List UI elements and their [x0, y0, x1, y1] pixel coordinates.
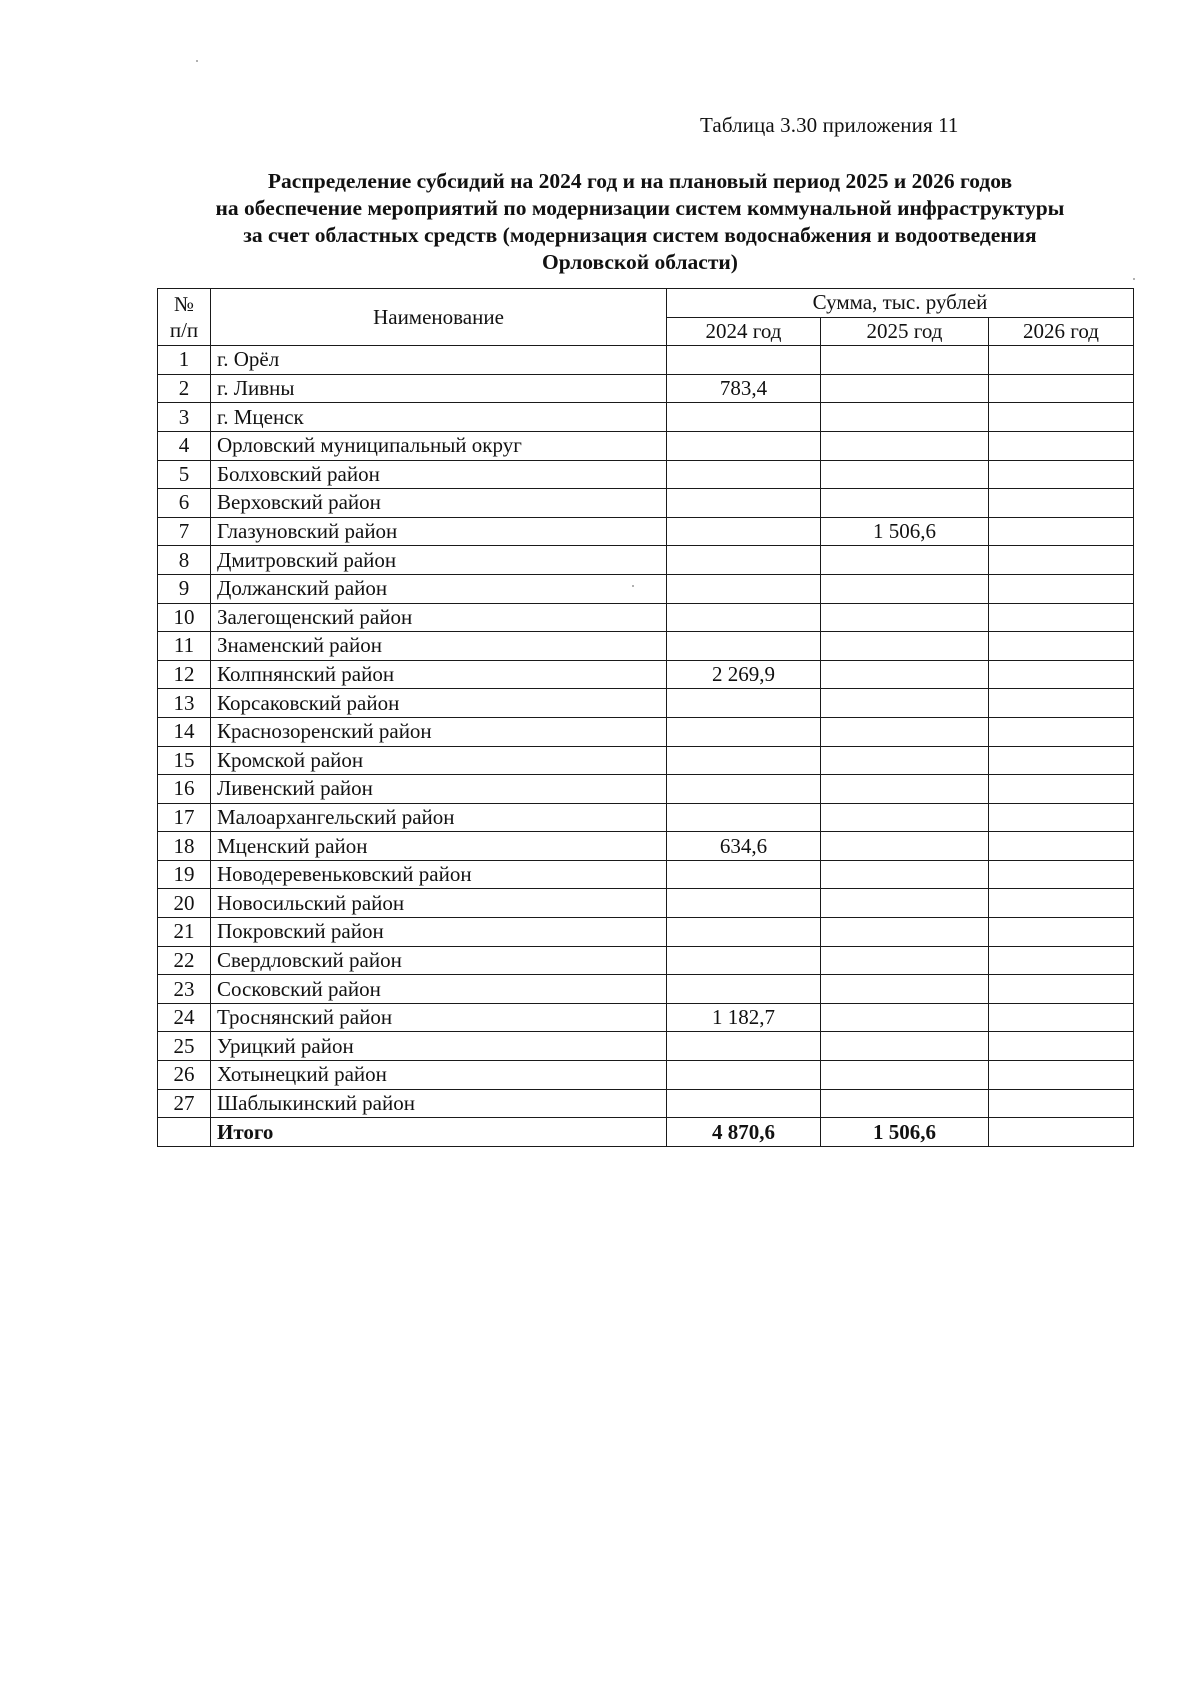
row-value-2026	[989, 775, 1134, 804]
total-row	[158, 1118, 1134, 1147]
title-line: за счет областных средств (модернизация систем водоснабжения и водоотведения	[243, 223, 1037, 247]
row-value-2025	[821, 660, 989, 689]
row-value-2024	[667, 946, 821, 975]
header-number-line1: №	[173, 292, 195, 317]
row-number: 20	[158, 889, 211, 918]
table-row	[158, 889, 1134, 918]
row-name: г. Мценск	[211, 403, 667, 432]
table-row	[158, 403, 1134, 432]
row-number: 6	[158, 489, 211, 518]
row-value-2026	[989, 346, 1134, 375]
table-row	[158, 346, 1134, 375]
row-number: 13	[158, 689, 211, 718]
row-value-2026	[989, 1089, 1134, 1118]
row-value-2025	[821, 918, 989, 947]
row-value-2026	[989, 717, 1134, 746]
row-value-2025	[821, 775, 989, 804]
row-value-2025	[821, 403, 989, 432]
row-name: Глазуновский район	[211, 517, 667, 546]
row-value-2024	[667, 975, 821, 1004]
row-value-2026	[989, 746, 1134, 775]
row-value-2026	[989, 975, 1134, 1004]
row-value-2025	[821, 889, 989, 918]
table-row	[158, 775, 1134, 804]
table-row	[158, 803, 1134, 832]
row-value-2025	[821, 1089, 989, 1118]
total-value-2025: 1 506,6	[821, 1118, 989, 1147]
row-value-2024	[667, 346, 821, 375]
row-value-2025	[821, 460, 989, 489]
header-name: Наименование	[211, 289, 667, 346]
row-number: 12	[158, 660, 211, 689]
row-number: 19	[158, 860, 211, 889]
scan-speck	[196, 60, 198, 62]
row-value-2026	[989, 689, 1134, 718]
title-line: Распределение субсидий на 2024 год и на плановый период 2025 и 2026 годов	[267, 169, 1013, 193]
row-number: 26	[158, 1061, 211, 1090]
row-value-2026	[989, 1061, 1134, 1090]
row-value-2026	[989, 889, 1134, 918]
row-value-2025	[821, 431, 989, 460]
row-value-2025	[821, 346, 989, 375]
table-caption: Таблица 3.30 приложения 11	[700, 113, 959, 137]
row-value-2024	[667, 1061, 821, 1090]
row-name: Ливенский район	[211, 775, 667, 804]
table-row	[158, 1089, 1134, 1118]
row-value-2025	[821, 803, 989, 832]
row-number: 17	[158, 803, 211, 832]
row-value-2025	[821, 860, 989, 889]
row-name: Новосильский район	[211, 889, 667, 918]
total-value-2024: 4 870,6	[667, 1118, 821, 1147]
row-value-2025	[821, 975, 989, 1004]
row-number: 11	[158, 632, 211, 661]
row-value-2024	[667, 689, 821, 718]
header-year-2024: 2024 год	[667, 317, 821, 346]
header-number-line2: п/п	[169, 318, 199, 343]
row-value-2026	[989, 918, 1134, 947]
row-value-2024	[667, 403, 821, 432]
row-value-2024	[667, 918, 821, 947]
table-row	[158, 946, 1134, 975]
row-value-2026	[989, 489, 1134, 518]
row-value-2024	[667, 717, 821, 746]
row-number: 22	[158, 946, 211, 975]
row-name: Новодеревеньковский район	[211, 860, 667, 889]
row-value-2026	[989, 403, 1134, 432]
row-value-2024	[667, 603, 821, 632]
row-value-2024	[667, 431, 821, 460]
row-value-2026	[989, 546, 1134, 575]
row-name: Верховский район	[211, 489, 667, 518]
table-row	[158, 660, 1134, 689]
table-body	[158, 346, 1134, 1147]
row-name: Болховский район	[211, 460, 667, 489]
table-row	[158, 689, 1134, 718]
table-row	[158, 603, 1134, 632]
row-value-2025	[821, 603, 989, 632]
title-line: на обеспечение мероприятий по модернизации систем коммунальной инфраструктуры	[215, 196, 1065, 220]
row-number: 25	[158, 1032, 211, 1061]
row-name: Покровский район	[211, 918, 667, 947]
header-year-2025: 2025 год	[821, 317, 989, 346]
row-name: Кромской район	[211, 746, 667, 775]
subsidy-table	[157, 288, 1134, 1147]
row-number: 18	[158, 832, 211, 861]
total-value-2026	[989, 1118, 1134, 1147]
row-number: 1	[158, 346, 211, 375]
row-value-2026	[989, 603, 1134, 632]
table-row	[158, 517, 1134, 546]
row-value-2025	[821, 632, 989, 661]
table-row	[158, 975, 1134, 1004]
row-value-2024	[667, 1032, 821, 1061]
row-name: Орловский муниципальный округ	[211, 431, 667, 460]
table-row	[158, 746, 1134, 775]
row-value-2024: 783,4	[667, 374, 821, 403]
row-value-2024	[667, 460, 821, 489]
row-value-2026	[989, 574, 1134, 603]
row-value-2024	[667, 574, 821, 603]
row-value-2024	[667, 632, 821, 661]
row-value-2024	[667, 546, 821, 575]
row-value-2026	[989, 946, 1134, 975]
row-value-2025	[821, 746, 989, 775]
row-name: Краснозоренский район	[211, 717, 667, 746]
row-name: Корсаковский район	[211, 689, 667, 718]
row-name: Сосковский район	[211, 975, 667, 1004]
table-row	[158, 918, 1134, 947]
title-line: Орловской области)	[542, 250, 738, 274]
table-row	[158, 717, 1134, 746]
row-value-2025	[821, 374, 989, 403]
table-row	[158, 860, 1134, 889]
row-number: 23	[158, 975, 211, 1004]
table-row	[158, 1032, 1134, 1061]
row-number: 2	[158, 374, 211, 403]
row-number: 15	[158, 746, 211, 775]
row-name: г. Орёл	[211, 346, 667, 375]
table-row	[158, 1003, 1134, 1032]
row-value-2024	[667, 489, 821, 518]
row-value-2026	[989, 460, 1134, 489]
row-name: Троснянский район	[211, 1003, 667, 1032]
document-title	[150, 168, 1130, 276]
row-number: 7	[158, 517, 211, 546]
row-value-2026	[989, 374, 1134, 403]
row-value-2025	[821, 1061, 989, 1090]
scan-speck	[1133, 278, 1135, 280]
row-value-2026	[989, 803, 1134, 832]
row-value-2024: 2 269,9	[667, 660, 821, 689]
row-number: 14	[158, 717, 211, 746]
row-value-2024: 1 182,7	[667, 1003, 821, 1032]
row-number: 24	[158, 1003, 211, 1032]
row-value-2024: 634,6	[667, 832, 821, 861]
row-value-2025	[821, 946, 989, 975]
row-number: 3	[158, 403, 211, 432]
row-number: 8	[158, 546, 211, 575]
row-value-2026	[989, 517, 1134, 546]
row-number: 4	[158, 431, 211, 460]
row-value-2026	[989, 632, 1134, 661]
header-year-2026: 2026 год	[989, 317, 1134, 346]
row-value-2024	[667, 803, 821, 832]
row-name: Шаблыкинский район	[211, 1089, 667, 1118]
row-number: 21	[158, 918, 211, 947]
row-value-2026	[989, 860, 1134, 889]
row-name: Малоархангельский район	[211, 803, 667, 832]
table-row	[158, 546, 1134, 575]
table-row	[158, 431, 1134, 460]
table-row	[158, 1061, 1134, 1090]
header-sum: Сумма, тыс. рублей	[667, 289, 1134, 318]
row-value-2025	[821, 689, 989, 718]
table-row	[158, 632, 1134, 661]
row-name: Должанский район	[211, 574, 667, 603]
header-number	[158, 289, 211, 346]
total-number	[158, 1118, 211, 1147]
row-value-2026	[989, 1003, 1134, 1032]
row-number: 16	[158, 775, 211, 804]
row-value-2025	[821, 489, 989, 518]
row-value-2025	[821, 574, 989, 603]
row-value-2026	[989, 832, 1134, 861]
row-value-2024	[667, 1089, 821, 1118]
table-row	[158, 374, 1134, 403]
row-name: Дмитровский район	[211, 546, 667, 575]
table-row	[158, 489, 1134, 518]
row-value-2026	[989, 431, 1134, 460]
scan-speck	[632, 585, 634, 587]
row-value-2025	[821, 832, 989, 861]
row-number: 9	[158, 574, 211, 603]
row-value-2024	[667, 889, 821, 918]
row-value-2026	[989, 660, 1134, 689]
row-name: г. Ливны	[211, 374, 667, 403]
row-value-2025	[821, 1003, 989, 1032]
table-row	[158, 832, 1134, 861]
row-number: 27	[158, 1089, 211, 1118]
row-value-2024	[667, 517, 821, 546]
table-row	[158, 574, 1134, 603]
row-number: 5	[158, 460, 211, 489]
row-value-2024	[667, 860, 821, 889]
row-name: Свердловский район	[211, 946, 667, 975]
row-value-2024	[667, 775, 821, 804]
row-name: Урицкий район	[211, 1032, 667, 1061]
row-name: Хотынецкий район	[211, 1061, 667, 1090]
row-value-2025	[821, 546, 989, 575]
row-name: Колпнянский район	[211, 660, 667, 689]
row-name: Мценский район	[211, 832, 667, 861]
row-number: 10	[158, 603, 211, 632]
row-name: Залегощенский район	[211, 603, 667, 632]
row-value-2025: 1 506,6	[821, 517, 989, 546]
total-label: Итого	[211, 1118, 667, 1147]
table-row	[158, 460, 1134, 489]
row-name: Знаменский район	[211, 632, 667, 661]
row-value-2025	[821, 717, 989, 746]
row-value-2025	[821, 1032, 989, 1061]
row-value-2024	[667, 746, 821, 775]
row-value-2026	[989, 1032, 1134, 1061]
